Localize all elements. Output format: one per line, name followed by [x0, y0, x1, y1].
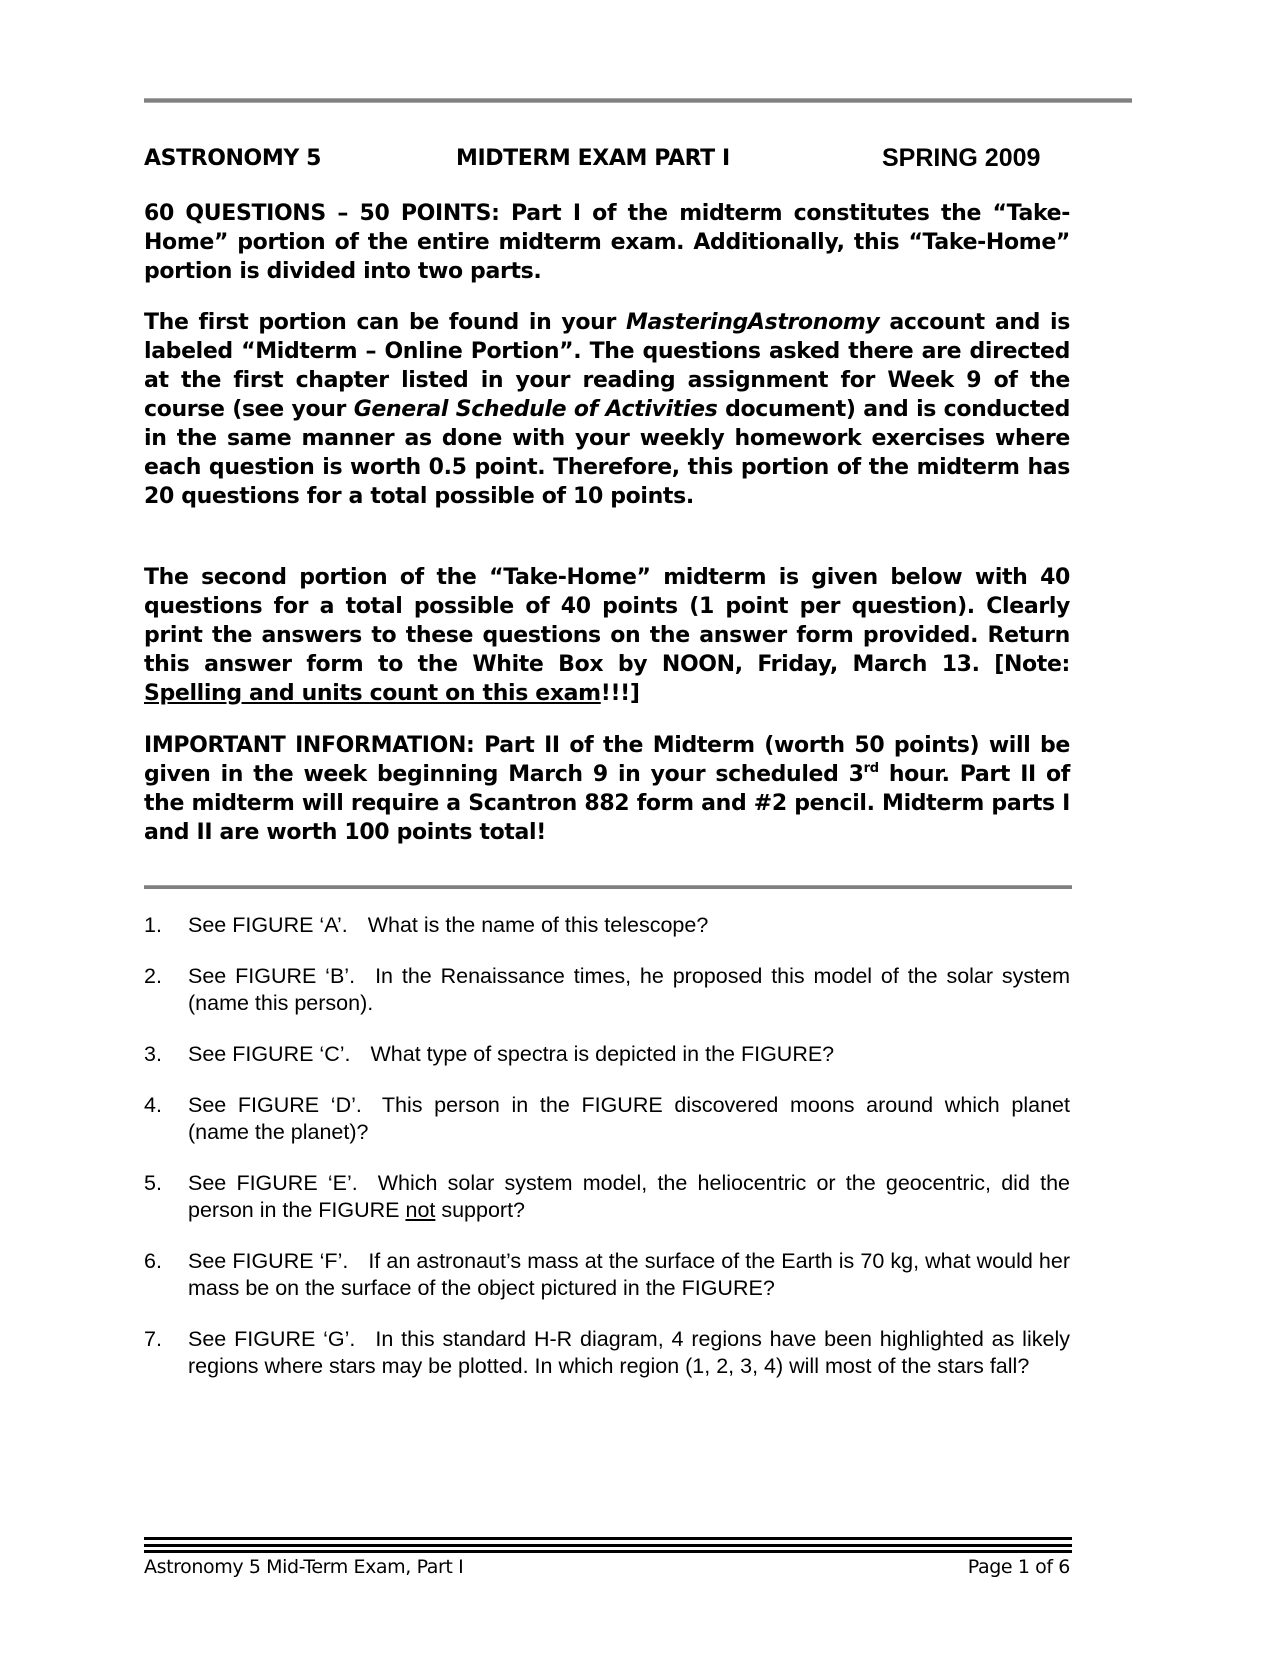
- figure-reference: See FIGURE ‘C’.: [188, 1042, 351, 1066]
- intro-paragraph-important-info: [144, 731, 1070, 847]
- question-item: [144, 1092, 1070, 1146]
- page-number: Page 1 of 6: [967, 1556, 1070, 1578]
- question-item: [144, 1326, 1070, 1380]
- text-run: IMPORTANT INFORMATION: Part II of the Midterm (worth 50 points) will be given in the week beginning March 9 in your scheduled 3: [144, 733, 1070, 787]
- text-run: The first portion can be found in your: [144, 310, 626, 335]
- course-title: ASTRONOMY 5: [144, 146, 322, 171]
- spelling-note: Spelling and units count on this exam: [144, 681, 601, 706]
- question-text: This person in the FIGURE discovered moons around which planet (name the planet)?: [188, 1093, 1070, 1144]
- intro-paragraph-takehome-portion: [144, 563, 1070, 708]
- question-item: [144, 912, 1070, 939]
- intro-paragraph-overview: 60 QUESTIONS – 50 POINTS: Part I of the midterm constitutes the “Take-Home” portion of the entire midterm exam. Additionally, this “Take-Home” portion is divided into two parts.: [144, 201, 1070, 284]
- exam-header: [144, 146, 1132, 176]
- ordinal-suffix: rd: [863, 761, 879, 776]
- exam-title: MIDTERM EXAM PART I: [456, 146, 730, 171]
- footer-rule: [144, 1537, 1072, 1540]
- question-text: support?: [435, 1198, 526, 1222]
- section-divider: [144, 885, 1072, 889]
- emphasis-not: not: [405, 1198, 436, 1222]
- question-number: 5.: [144, 1171, 162, 1195]
- schedule-document-title: General Schedule of Activities: [353, 397, 718, 422]
- text-run: hour. Part II of the midterm will require a Scantron 882 form and #2 pencil. Midterm parts I and II are worth 100 points total!: [144, 762, 1070, 845]
- question-number: 2.: [144, 964, 162, 988]
- question-text: What type of spectra is depicted in the FIGURE?: [370, 1042, 835, 1066]
- footer-title: Astronomy 5 Mid-Term Exam, Part I: [144, 1556, 464, 1578]
- text-run: The second portion of the “Take-Home” midterm is given below with 40 questions for a total possible of 40 points (1 point per question). Clearly print the answers to these questions on the answer form provided. Return this answer form to the White Box by NOON, Friday, March 13. [Note:: [144, 565, 1070, 677]
- figure-reference: See FIGURE ‘D’.: [188, 1093, 362, 1117]
- question-number: 6.: [144, 1249, 162, 1273]
- figure-reference: See FIGURE ‘F’.: [188, 1249, 349, 1273]
- text-run: document) and is conducted in the same manner as done with your weekly homework exercises where each question is worth 0.5 point. Therefore, this portion of the midterm has 20 questions for a total possible of 10 points.: [144, 397, 1070, 509]
- figure-reference: See FIGURE ‘E’.: [188, 1171, 358, 1195]
- figure-reference: See FIGURE ‘G’.: [188, 1327, 356, 1351]
- question-item: [144, 963, 1070, 1017]
- question-text: In this standard H-R diagram, 4 regions have been highlighted as likely regions where stars may be plotted. In which region (1, 2, 3, 4) will most of the stars fall?: [188, 1327, 1070, 1378]
- question-item: [144, 1248, 1070, 1302]
- top-rule: [144, 98, 1132, 103]
- mastering-astronomy-text: MasteringAstronomy: [626, 310, 880, 335]
- exam-term: SPRING 2009: [882, 144, 1041, 172]
- footer-rule: [144, 1550, 1072, 1553]
- question-text: What is the name of this telescope?: [367, 913, 709, 937]
- text-run: account and is labeled “Midterm – Online Portion”. The questions asked there are directed at the first chapter listed in your reading assignment for Week 9 of the course (see your: [144, 310, 1070, 422]
- footer-rule: [144, 1544, 1072, 1547]
- figure-reference: See FIGURE ‘B’.: [188, 964, 356, 988]
- question-text: Which solar system model, the heliocentric or the geocentric, did the person in the FIGURE: [188, 1171, 1070, 1222]
- question-item: [144, 1041, 1070, 1068]
- question-number: 7.: [144, 1327, 162, 1351]
- question-list: [144, 912, 1070, 1404]
- question-number: 1.: [144, 913, 162, 937]
- figure-reference: See FIGURE ‘A’.: [188, 913, 348, 937]
- question-number: 4.: [144, 1093, 162, 1117]
- question-text: If an astronaut’s mass at the surface of the Earth is 70 kg, what would her mass be on the surface of the object pictured in the FIGURE?: [188, 1249, 1070, 1300]
- question-item: [144, 1170, 1070, 1224]
- question-number: 3.: [144, 1042, 162, 1066]
- text-run: !!!]: [600, 681, 640, 706]
- intro-paragraph-online-portion: [144, 308, 1070, 511]
- question-text: In the Renaissance times, he proposed this model of the solar system (name this person).: [188, 964, 1070, 1015]
